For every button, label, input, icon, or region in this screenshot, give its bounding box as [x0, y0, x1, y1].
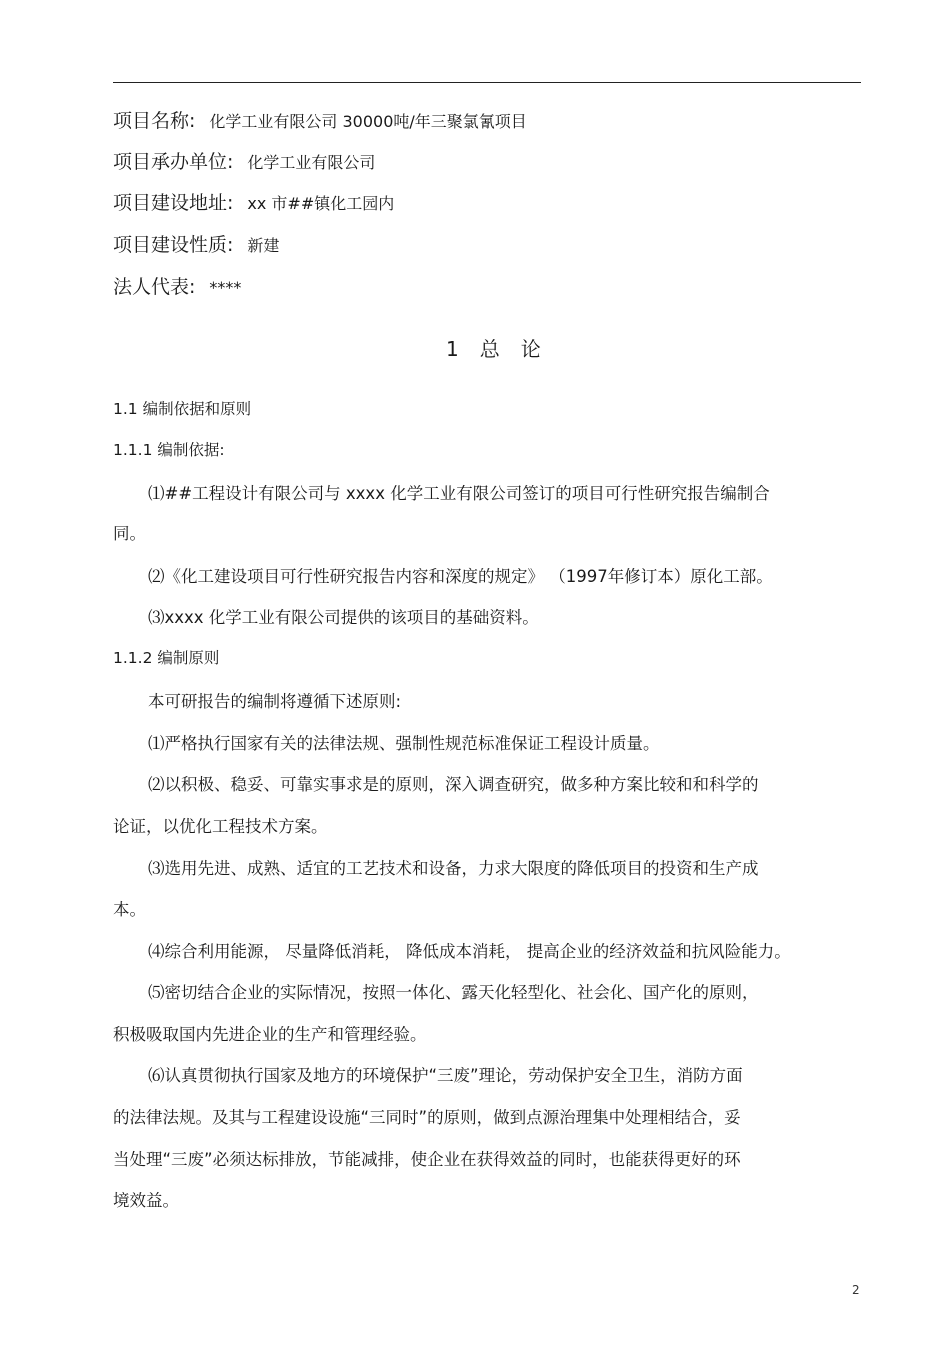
principle-6-cont-3: 境效益。	[113, 1191, 179, 1210]
principle-3-cont: 本。	[113, 900, 146, 919]
legal-rep-value: ****	[209, 278, 242, 297]
project-name-line	[113, 106, 527, 133]
page-number: 2	[852, 1283, 860, 1297]
principle-5-cont: 积极吸取国内先进企业的生产和管理经验。	[113, 1025, 427, 1044]
address-line	[113, 188, 394, 215]
nature-line	[113, 230, 279, 257]
principle-intro: 本可研报告的编制将遵循下述原则:	[148, 692, 402, 711]
address-value: xx 市##镇化工园内	[247, 194, 395, 213]
section-1-1-1: 1.1.1 编制依据:	[113, 441, 225, 459]
principle-2-cont: 论证，以优化工程技术方案。	[113, 817, 328, 836]
principle-3: ⑶选用先进、成熟、适宜的工艺技术和设备，力求大限度的降低项目的投资和生产成	[148, 859, 759, 878]
principle-5: ⑸密切结合企业的实际情况，按照一体化、露天化轻型化、社会化、国产化的原则，	[148, 983, 759, 1002]
address-label: 项目建设地址:	[113, 192, 234, 214]
project-name-label: 项目名称:	[113, 110, 196, 132]
section-1-1: 1.1 编制依据和原则	[113, 400, 252, 418]
principle-4: ⑷综合利用能源， 尽量降低消耗， 降低成本消耗， 提高企业的经济效益和抗风险能力。	[148, 942, 791, 961]
contractor-value: 化学工业有限公司	[247, 153, 376, 172]
principle-6: ⑹认真贯彻执行国家及地方的环境保护“三废”理论，劳动保护安全卫生，消防方面	[148, 1066, 743, 1085]
nature-label: 项目建设性质:	[113, 234, 234, 256]
section-1-1-2: 1.1.2 编制原则	[113, 649, 220, 667]
basis-item-3: ⑶xxxx 化学工业有限公司提供的该项目的基础资料。	[148, 608, 539, 627]
project-name-value: 化学工业有限公司 30000吨/年三聚氯氰项目	[209, 112, 527, 131]
legal-rep-line	[113, 272, 241, 299]
chapter-title	[436, 333, 552, 362]
contractor-label: 项目承办单位:	[113, 151, 234, 173]
principle-6-cont-2: 当处理“三废”必须达标排放，节能减排，使企业在获得效益的同时，也能获得更好的环	[113, 1150, 741, 1169]
chapter-number: 1	[446, 337, 460, 361]
chapter-char-2: 论	[520, 337, 542, 361]
basis-item-1: ⑴##工程设计有限公司与 xxxx 化学工业有限公司签订的项目可行性研究报告编制合	[148, 484, 770, 503]
principle-2: ⑵以积极、稳妥、可靠实事求是的原则，深入调查研究，做多种方案比较和和科学的	[148, 775, 759, 794]
legal-rep-label: 法人代表:	[113, 276, 196, 298]
header-rule	[113, 82, 861, 83]
basis-item-1-cont: 同。	[113, 524, 146, 543]
nature-value: 新建	[247, 236, 280, 255]
basis-item-2: ⑵《化工建设项目可行性研究报告内容和深度的规定》 （1997年修订本）原化工部。	[148, 567, 773, 586]
principle-6-cont-1: 的法律法规。及其与工程建设设施“三同时”的原则，做到点源治理集中处理相结合，妥	[113, 1108, 741, 1127]
chapter-char-1: 总	[479, 337, 501, 361]
principle-1: ⑴严格执行国家有关的法律法规、强制性规范标准保证工程设计质量。	[148, 734, 660, 753]
contractor-line	[113, 147, 375, 174]
